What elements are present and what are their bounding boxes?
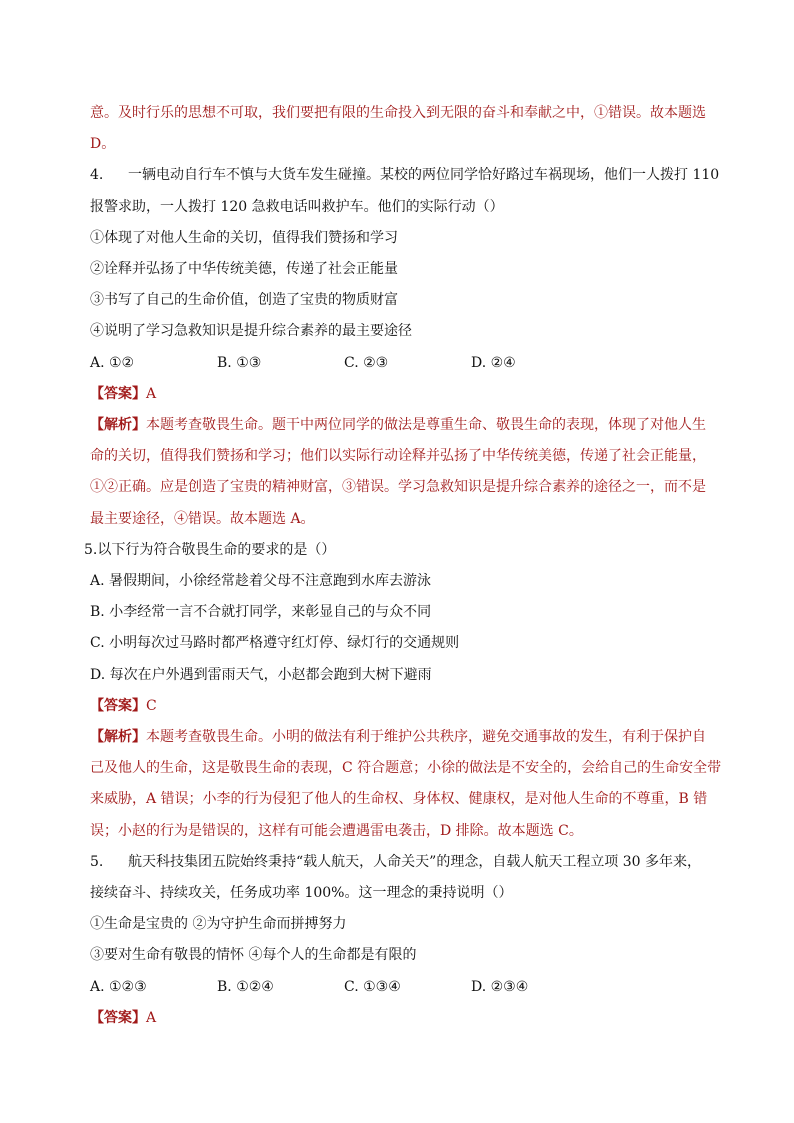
q6-option-b[interactable]: B. ①②④ <box>217 978 274 995</box>
q4-option-a[interactable]: A. ①② <box>90 354 135 371</box>
q4-stem-line2: 报警求助，一人拨打 120 急救电话叫救护车。他们的实际行动（） <box>90 198 504 215</box>
q4-option-b[interactable]: B. ①③ <box>217 354 262 371</box>
q4-stem-text1: 一辆电动自行车不慎与大货车发生碰撞。某校的两位同学恰好路过车祸现场，他们一人拨打 110 <box>128 167 720 184</box>
q4-analysis-line1 <box>90 410 724 441</box>
q5-number: 5. <box>84 541 98 558</box>
q5-analysis-line2: 己及他人的生命，这是敬畏生命的表现，C 符合题意；小徐的做法是不安全的，会给自己的生命安全带 <box>90 760 722 777</box>
q3-analysis-tail-line2: D。 <box>90 136 116 153</box>
q4-analysis-line3: ①②正确。应是创造了宝贵的精神财富，③错误。学习急救知识是提升综合素养的途径之一，而不是 <box>90 479 706 496</box>
q4-answer-tag: 【答案】 <box>90 385 146 402</box>
q4-analysis-line2: 命的关切，值得我们赞扬和学习；他们以实际行动诠释并弘扬了中华传统美德，传递了社会正能量， <box>90 448 706 465</box>
q4-answer-value: A <box>146 385 157 402</box>
q6-stem-line2: 接续奋斗、持续攻关，任务成功率 100%。这一理念的秉持说明（） <box>90 885 513 902</box>
q5-option-a[interactable]: A. 暑假期间，小徐经常趁着父母不注意跑到水库去游泳 <box>90 573 432 590</box>
q5-option-c[interactable]: C. 小明每次过马路时都严格遵守红灯停、绿灯行的交通规则 <box>90 635 460 652</box>
q6-answer <box>90 1003 724 1034</box>
q4-analysis-text1: 本题考查敬畏生命。题干中两位同学的做法是尊重生命、敬畏生命的表现，体现了对他人生 <box>146 417 706 434</box>
q5-answer <box>90 691 724 722</box>
q5-answer-value: C <box>146 697 157 714</box>
q6-option-d[interactable]: D. ②③④ <box>471 978 529 995</box>
q6-number: 5. <box>90 853 104 870</box>
q6-option-a[interactable]: A. ①②③ <box>90 978 147 995</box>
q4-options <box>90 348 724 379</box>
q3-analysis-tail-line1: 意。及时行乐的思想不可取，我们要把有限的生命投入到无限的奋斗和奉献之中，①错误。故本题选 <box>90 105 706 121</box>
q5-analysis-line1 <box>90 722 724 753</box>
q5-analysis-line3: 来威胁，A 错误；小李的行为侵犯了他人的生命权、身体权、健康权，是对他人生命的不尊重，B 错 <box>90 791 708 808</box>
q6-answer-tag: 【答案】 <box>90 1009 146 1026</box>
q4-answer <box>90 379 724 410</box>
q4-statement-2: ②诠释并弘扬了中华传统美德，传递了社会正能量 <box>90 261 398 278</box>
q5-analysis-tag: 【解析】 <box>90 729 146 746</box>
q5-answer-tag: 【答案】 <box>90 697 146 714</box>
q6-options <box>90 972 724 1003</box>
q5-stem-text: 以下行为符合敬畏生命的要求的是（） <box>97 541 336 558</box>
q6-stem-line1 <box>84 847 724 878</box>
q6-stem-text1: 航天科技集团五院始终秉持“载人航天，人命关天”的理念，自载人航天工程立项 30 多年来， <box>128 853 702 870</box>
q4-stem-line1 <box>90 160 724 191</box>
q5-option-b[interactable]: B. 小李经常一言不合就打同学，来彰显自己的与众不同 <box>90 604 432 621</box>
q5-analysis-text1: 本题考查敬畏生命。小明的做法有利于维护公共秩序，避免交通事故的发生，有利于保护自 <box>146 729 706 746</box>
q5-stem <box>84 535 724 566</box>
q4-statement-4: ④说明了学习急救知识是提升综合素养的最主要途径 <box>90 323 412 340</box>
q5-option-d[interactable]: D. 每次在户外遇到雷雨天气，小赵都会跑到大树下避雨 <box>90 666 432 683</box>
q4-statement-1: ①体现了对他人生命的关切，值得我们赞扬和学习 <box>90 229 398 246</box>
q6-statements-line2: ③要对生命有敬畏的情怀 ④每个人的生命都是有限的 <box>90 947 417 964</box>
q4-option-d[interactable]: D. ②④ <box>471 354 516 371</box>
q4-analysis-line4: 最主要途径，④错误。故本题选 A。 <box>90 510 315 527</box>
q4-option-c[interactable]: C. ②③ <box>344 354 389 371</box>
q4-number: 4. <box>90 167 104 184</box>
q4-statement-3: ③书写了自己的生命价值，创造了宝贵的物质财富 <box>90 292 398 309</box>
q6-answer-value: A <box>146 1009 157 1026</box>
q6-statements-line1: ①生命是宝贵的 ②为守护生命而拼搏努力 <box>90 916 347 933</box>
q6-option-c[interactable]: C. ①③④ <box>344 978 401 995</box>
q4-analysis-tag: 【解析】 <box>90 417 146 434</box>
q5-analysis-line4: 误；小赵的行为是错误的，这样有可能会遭遇雷电袭击，D 排除。故本题选 C。 <box>90 822 583 839</box>
